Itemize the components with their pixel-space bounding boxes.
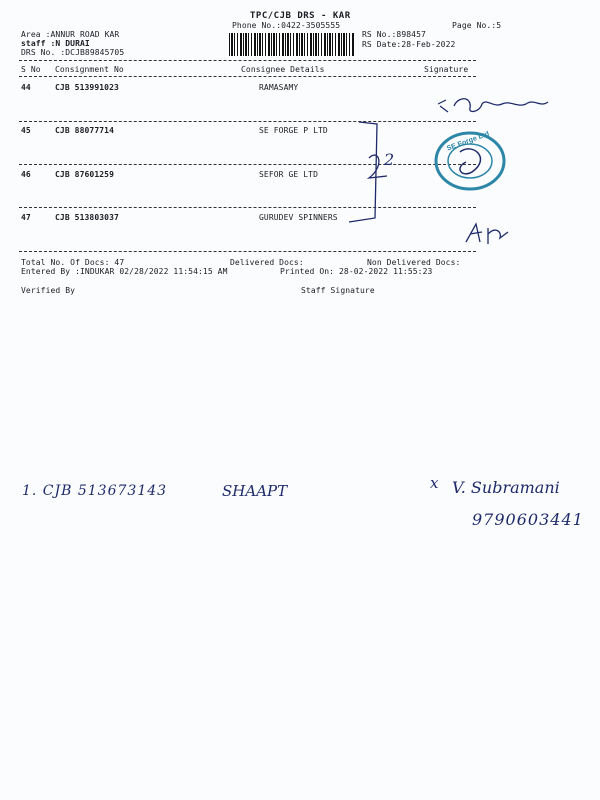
row-sno: 45 — [21, 126, 31, 135]
row-consignment: CJB 87601259 — [55, 170, 114, 179]
handwritten-consignment-note: 1. CJB 513673143 — [22, 483, 168, 499]
drs-number: DRS No. :DCJB89845705 — [21, 48, 125, 57]
row-sno: 46 — [21, 170, 31, 179]
non-delivered-docs: Non Delivered Docs: — [367, 258, 461, 267]
drs-title: TPC/CJB DRS - KAR — [250, 11, 351, 21]
handwritten-bracket — [355, 118, 415, 228]
handwritten-mark-2: 2 — [384, 150, 395, 169]
row-consignment: CJB 88077714 — [55, 126, 114, 135]
row-consignee: GURUDEV SPINNERS — [259, 213, 338, 222]
page-number: Page No.:5 — [452, 21, 502, 30]
rs-date: RS Date:28-Feb-2022 — [362, 40, 456, 49]
printed-on: Printed On: 28-02-2022 11:55:23 — [280, 267, 433, 276]
row-sno: 47 — [21, 213, 31, 222]
handwritten-signer-prefix: x — [430, 474, 439, 492]
signature-row-44 — [436, 92, 556, 122]
column-header-consignment: Consignment No — [55, 65, 124, 74]
divider — [19, 251, 476, 252]
phone-number: Phone No.:0422-3505555 — [232, 21, 341, 30]
staff-field: staff :N DURAI — [21, 39, 90, 48]
total-docs: Total No. Of Docs: 47 — [21, 258, 125, 267]
barcode — [229, 33, 355, 56]
divider — [19, 60, 476, 61]
stamp-text: SE Forge Ltd — [445, 130, 491, 153]
column-header-sno: S No — [21, 65, 41, 74]
area-field: Area :ANNUR ROAD KAR — [21, 30, 120, 39]
handwritten-signer-name: V. Subramani — [452, 478, 560, 497]
column-header-consignee: Consignee Details — [241, 65, 325, 74]
rs-number: RS No.:898457 — [362, 30, 426, 39]
row-consignee: RAMASAMY — [259, 83, 299, 92]
entered-by: Entered By :INDUKAR 02/28/2022 11:54:15 AM — [21, 267, 228, 276]
row-consignment: CJB 513991023 — [55, 83, 119, 92]
column-header-signature: Signature — [424, 65, 469, 74]
signature-row-47 — [462, 220, 522, 250]
row-consignee: SE FORGE P LTD — [259, 126, 328, 135]
delivered-docs: Delivered Docs: — [230, 258, 304, 267]
divider — [19, 76, 476, 77]
handwritten-signer-phone: 9790603441 — [472, 510, 584, 529]
row-consignee: SEFOR GE LTD — [259, 170, 318, 179]
verified-by: Verified By — [21, 286, 76, 295]
staff-signature-label: Staff Signature — [301, 286, 375, 295]
handwritten-name-note: SHAAPT — [222, 482, 288, 500]
row-consignment: CJB 513803037 — [55, 213, 119, 222]
row-sno: 44 — [21, 83, 31, 92]
